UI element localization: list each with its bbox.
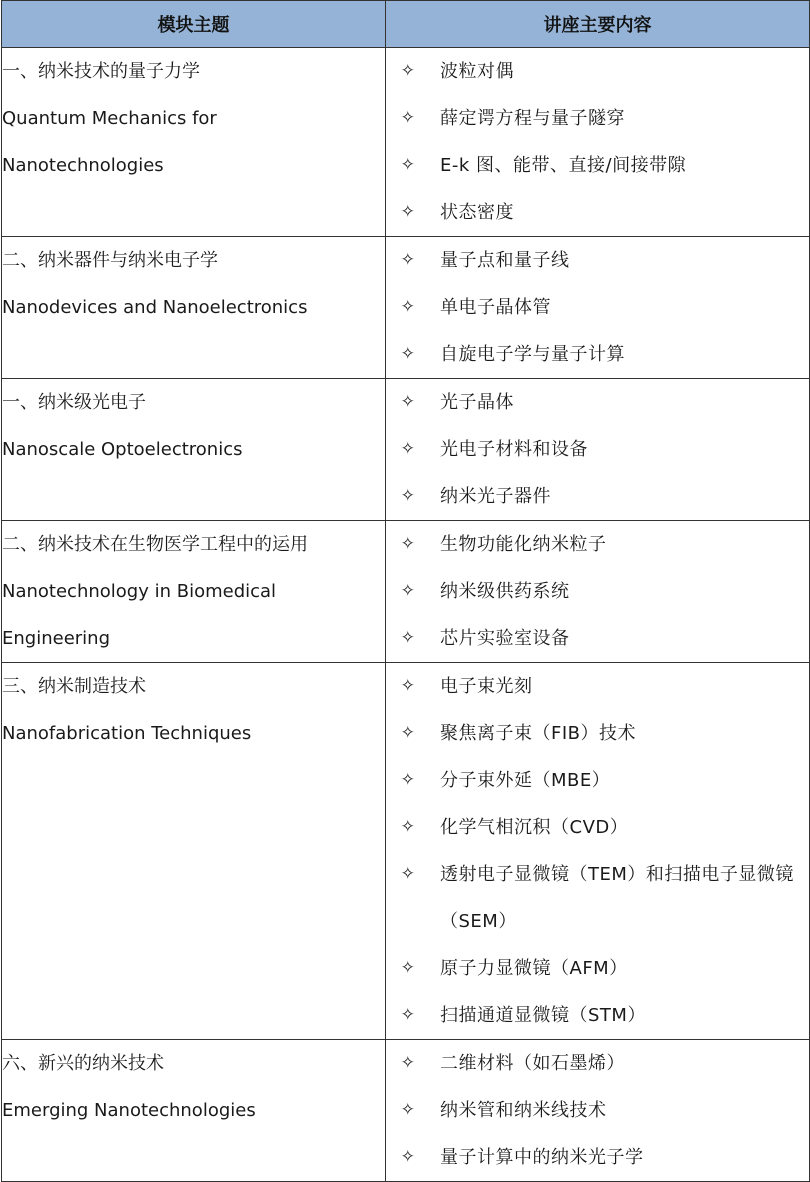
module-topic-cell	[2, 237, 386, 379]
lecture-content-cell	[386, 379, 810, 521]
module-title-cn: 六、新兴的纳米技术	[2, 1053, 164, 1074]
list-item	[386, 663, 809, 710]
list-item	[386, 710, 809, 757]
module-title-en: Nanoscale Optoelectronics	[2, 439, 243, 460]
table-row	[2, 1040, 810, 1182]
lecture-item-text: 量子计算中的纳米光子学	[440, 1147, 644, 1168]
module-topic-cell	[2, 48, 386, 237]
lecture-item-text: 纳米管和纳米线技术	[440, 1100, 607, 1121]
lecture-item-text: 光电子材料和设备	[440, 439, 588, 460]
star-bullet-icon: ✧	[400, 770, 416, 790]
lecture-item-text: 量子点和量子线	[440, 250, 570, 271]
star-bullet-icon: ✧	[400, 250, 416, 270]
star-bullet-icon: ✧	[400, 202, 416, 222]
module-title-en: Quantum Mechanics for	[2, 108, 217, 129]
module-title-cn: 二、纳米器件与纳米电子学	[2, 250, 218, 271]
star-bullet-icon: ✧	[400, 628, 416, 648]
list-item	[386, 426, 809, 473]
list-item	[386, 804, 809, 851]
lecture-item-text: 光子晶体	[440, 392, 514, 413]
lecture-item-list	[386, 521, 809, 662]
list-item	[386, 1040, 809, 1087]
list-item	[386, 1134, 809, 1181]
list-item	[386, 992, 809, 1039]
star-bullet-icon: ✧	[400, 392, 416, 412]
module-title-cn: 二、纳米技术在生物医学工程中的运用	[2, 534, 308, 555]
lecture-item-list	[386, 663, 809, 1039]
star-bullet-icon: ✧	[400, 344, 416, 364]
list-item	[386, 568, 809, 615]
lecture-item-text: 分子束外延（MBE）	[440, 770, 611, 791]
module-topic-cell	[2, 379, 386, 521]
module-title-en: Nanofabrication Techniques	[2, 723, 252, 744]
table-header-row	[2, 1, 810, 48]
list-item	[386, 615, 809, 662]
star-bullet-icon: ✧	[400, 676, 416, 696]
module-title-cn: 一、纳米技术的量子力学	[2, 61, 200, 82]
module-topic-cell	[2, 663, 386, 1040]
lecture-item-text: 薛定谔方程与量子隧穿	[440, 108, 625, 129]
lecture-item-text: 生物功能化纳米粒子	[440, 534, 607, 555]
star-bullet-icon: ✧	[400, 1005, 416, 1025]
module-title-en: Nanotechnologies	[2, 155, 164, 176]
list-item	[386, 521, 809, 568]
star-bullet-icon: ✧	[400, 439, 416, 459]
header-lecture-content: 讲座主要内容	[386, 1, 810, 48]
star-bullet-icon: ✧	[400, 155, 416, 175]
star-bullet-icon: ✧	[400, 958, 416, 978]
lecture-item-text: 纳米光子器件	[440, 486, 551, 507]
star-bullet-icon: ✧	[400, 723, 416, 743]
star-bullet-icon: ✧	[400, 297, 416, 317]
course-modules-table	[1, 0, 810, 1182]
list-item	[386, 473, 809, 520]
module-topic-cell	[2, 1040, 386, 1182]
table-row	[2, 521, 810, 663]
lecture-item-text: 状态密度	[440, 202, 514, 223]
star-bullet-icon: ✧	[400, 581, 416, 601]
lecture-content-cell	[386, 48, 810, 237]
list-item	[386, 284, 809, 331]
lecture-item-text: 芯片实验室设备	[440, 628, 570, 649]
lecture-item-list	[386, 48, 809, 236]
lecture-item-text: 自旋电子学与量子计算	[440, 344, 625, 365]
module-title-en: Engineering	[2, 628, 110, 649]
table-row	[2, 237, 810, 379]
star-bullet-icon: ✧	[400, 1100, 416, 1120]
table-row	[2, 379, 810, 521]
lecture-item-text: 波粒对偶	[440, 61, 514, 82]
lecture-item-text: 单电子晶体管	[440, 297, 551, 318]
module-title-en: Nanodevices and Nanoelectronics	[2, 297, 308, 318]
list-item	[386, 142, 809, 189]
lecture-item-text: 化学气相沉积（CVD）	[440, 817, 629, 838]
module-title-cn: 一、纳米级光电子	[2, 392, 146, 413]
lecture-item-list	[386, 237, 809, 378]
list-item	[386, 1087, 809, 1134]
star-bullet-icon: ✧	[400, 817, 416, 837]
star-bullet-icon: ✧	[400, 1147, 416, 1167]
lecture-item-text: 原子力显微镜（AFM）	[440, 958, 628, 979]
lecture-content-cell	[386, 521, 810, 663]
list-item	[386, 237, 809, 284]
star-bullet-icon: ✧	[400, 1053, 416, 1073]
lecture-item-text: 二维材料（如石墨烯）	[440, 1053, 625, 1074]
lecture-content-cell	[386, 237, 810, 379]
list-item	[386, 95, 809, 142]
list-item	[386, 331, 809, 378]
lecture-item-text: 透射电子显微镜（TEM）和扫描电子显微镜（SEM）	[440, 864, 794, 932]
star-bullet-icon: ✧	[400, 61, 416, 81]
lecture-item-list	[386, 1040, 809, 1181]
star-bullet-icon: ✧	[400, 534, 416, 554]
header-module-topic: 模块主题	[2, 1, 386, 48]
lecture-content-cell	[386, 1040, 810, 1182]
list-item	[386, 48, 809, 95]
table-row	[2, 663, 810, 1040]
star-bullet-icon: ✧	[400, 486, 416, 506]
list-item	[386, 379, 809, 426]
module-title-en: Nanotechnology in Biomedical	[2, 581, 277, 602]
lecture-item-text: 聚焦离子束（FIB）技术	[440, 723, 637, 744]
lecture-item-text: 纳米级供药系统	[440, 581, 570, 602]
module-title-cn: 三、纳米制造技术	[2, 676, 146, 697]
star-bullet-icon: ✧	[400, 864, 416, 884]
list-item	[386, 757, 809, 804]
star-bullet-icon: ✧	[400, 108, 416, 128]
lecture-item-text: 扫描通道显微镜（STM）	[440, 1005, 646, 1026]
table-row	[2, 48, 810, 237]
lecture-item-list	[386, 379, 809, 520]
lecture-item-text: 电子束光刻	[440, 676, 533, 697]
lecture-item-text: E-k 图、能带、直接/间接带隙	[440, 155, 687, 176]
list-item	[386, 189, 809, 236]
module-title-en: Emerging Nanotechnologies	[2, 1100, 256, 1121]
list-item	[386, 945, 809, 992]
list-item	[386, 851, 809, 945]
module-topic-cell	[2, 521, 386, 663]
lecture-content-cell	[386, 663, 810, 1040]
